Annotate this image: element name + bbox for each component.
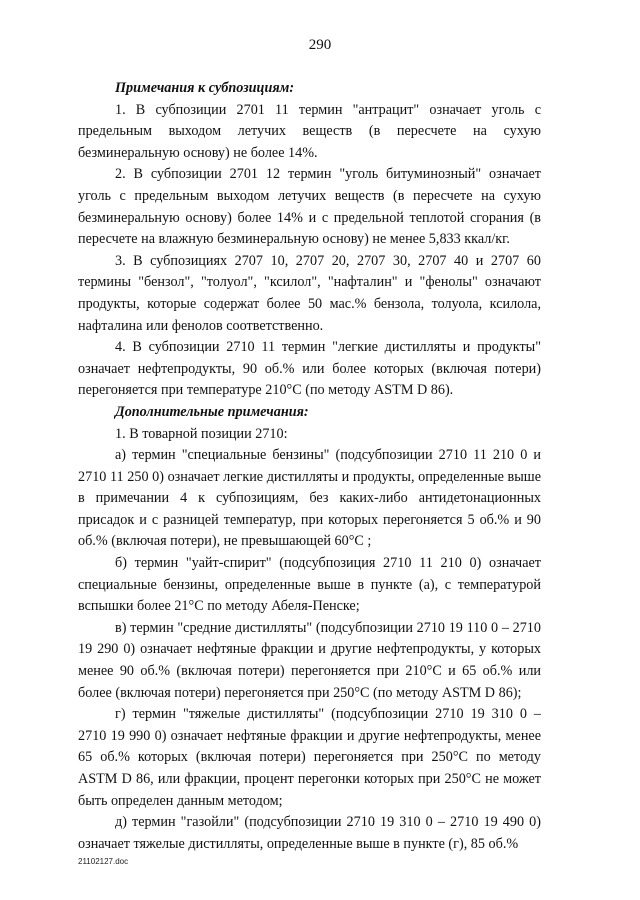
page-number: 290	[308, 37, 332, 53]
additional-note-item-a: а) термин "специальные бензины" (подсубпозиции 2710 11 210 0 и 2710 11 250 0) означает легкие дистилляты и продукты, определенные выше в примечании 4 к субпозициям, без каких-либо антидетонационных присадок и с разницей температур, при которых перегоняется 5 об.% и 90 об.% (включая потери), не превышающей 60°С ;	[78, 447, 541, 550]
additional-note-item-d: д) термин "газойли" (подсубпозиции 2710 19 310 0 – 2710 19 490 0) означает тяжелые дистилляты, определенные выше в пункте (г), 85 об.%	[78, 814, 541, 852]
subposition-note-3: 3. В субпозициях 2707 10, 2707 20, 2707 30, 2707 40 и 2707 60 термины "бензол", "толуол", "ксилол", "нафталин" и "фенолы" означают продукты, которые содержат более 50 мас.% бензола, толуола, ксилола, нафталина или фенолов соответственно.	[78, 252, 541, 334]
additional-notes-intro: 1. В товарной позиции 2710:	[115, 425, 288, 442]
additional-note-item-b: б) термин "уайт-спирит" (подсубпозиция 2710 11 210 0) означает специальные бензины, определенные выше в пункте (а), с температурой вспышки более 21°С по методу Абеля-Пенске;	[78, 555, 541, 615]
subposition-notes-heading: Примечания к субпозициям:	[115, 80, 295, 96]
additional-note-item-g: г) термин "тяжелые дистилляты" (подсубпозиции 2710 19 310 0 – 2710 19 990 0) означает нефтяные фракции и другие нефтепродукты, менее 65 об.% которых (включая потери) перегоняется при 250°С по методу ASTM D 86, или фракции, процент перегонки которых при 250°С не может быть определен данным методом;	[78, 706, 541, 809]
subposition-note-4: 4. В субпозиции 2710 11 термин "легкие дистилляты и продукты" означает нефтепродукты, 90 об.% или более которых (включая потери) перегоняется при температуре 210°С (по методу ASTM D 86).	[78, 339, 541, 399]
additional-note-item-v: в) термин "средние дистилляты" (подсубпозиции 2710 19 110 0 – 2710 19 290 0) означает нефтяные фракции и другие нефтепродукты, у которых менее 90 об.% (включая потери) перегоняется при 210°С и 65 об.% или более (включая потери) перегоняется при 250°С (по методу ASTM D 86);	[78, 619, 541, 701]
document-body	[78, 78, 541, 855]
footer-filename: 21102127.doc	[78, 857, 129, 866]
subposition-note-1: 1. В субпозиции 2701 11 термин "антрацит" означает уголь с предельным выходом летучих веществ (в пересчете на сухую безминеральную основу) не более 14%.	[78, 101, 541, 161]
additional-notes-heading: Дополнительные примечания:	[115, 403, 309, 420]
subposition-note-2: 2. В субпозиции 2701 12 термин "уголь битуминозный" означает уголь с предельным выходом летучих веществ (в пересчете на сухую безминеральную основу) более 14% и с предельной теплотой сгорания (в пересчете на влажную безминеральную основу) не менее 5,833 ккал/кг.	[78, 166, 541, 248]
